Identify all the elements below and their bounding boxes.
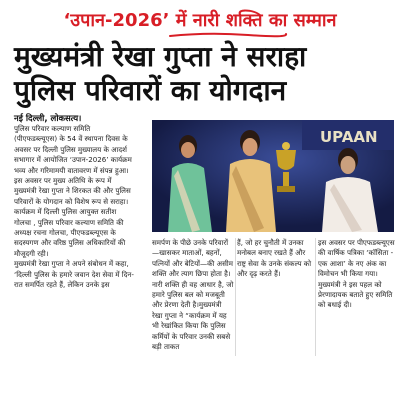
article-column-1 (14, 124, 134, 392)
column-divider (235, 238, 236, 356)
kicker-highlight: नारी शक्ति (192, 10, 263, 31)
article-paragraph-2: मुख्यमंत्री रेखा गुप्ता ने अपने संबोधन में कहा, ‘दिल्ली पुलिस के हमारे जवान देश सेवा में दिन-रात समर्पित रहते हैं, लेकिन उनके इस (14, 259, 134, 290)
kicker-underline-swash (168, 31, 288, 39)
article-column-2: समर्पण के पीछे उनके परिवारों—खासकर माताओं, बहनों, पत्नियों और बेटियों—की असीम शक्ति और त्याग छिपा होता है। नारी शक्ति ही वह आधार है, जो हमारे पुलिस बल को मजबूती और प्रेरणा देती है।मुख्यमंत्री रेखा गुप्ता ने “कार्यक्रम में यह भी रेखांकित किया कि पुलिस कर्मियों के परिवार उनकी सबसे बड़ी ताकत (152, 238, 234, 352)
headline (14, 40, 390, 108)
article-column-4: इस अवसर पर पीएफडब्ल्यूएस की वार्षिक पत्रिका ‘कॉसिता - एक आशा’ के नए अंक का विमोचन भी किया गया। मुख्यमंत्री ने इस पहल को प्रेरणादायक बताते हुए समिति को बधाई दी। (318, 238, 395, 310)
column-divider (315, 238, 316, 356)
event-photo-illustration (152, 120, 394, 232)
event-photo (152, 120, 394, 232)
article-column-3: हैं, जो हर चुनौती में उनका मनोबल बनाए रखते हैं और राष्ट्र सेवा के उनके संकल्प को और दृढ़ करते हैं। (237, 238, 312, 279)
kicker-part-1: ‘उपान-2026’ में (63, 10, 187, 31)
kicker-banner (0, 8, 400, 32)
article-paragraph-1: पुलिस परिवार कल्याण समिति (पीएफडब्ल्यूएस) के 54 वें स्थापना दिवस के अवसर पर दिल्ली पुलिस मुख्यालय के आदर्श सभागार में आयोजित ‘उपान-2026’ कार्यक्रम भव्य और गरिमामयी वातावरण में संपन्न हुआ। इस अवसर पर मुख्य अतिथि के रूप में मुख्यमंत्री रेखा गुप्ता ने शिरकत की और पुलिस परिवारों के योगदान को विशेष रूप से सराहा।कार्यक्रम में दिल्ली पुलिस आयुक्त सतीश गोलचा , पुलिस परिवार कल्याण समिति की अध्यक्ष रचना गोलचा, पीएफडब्ल्यूएस के सदस्यगण और वरिष्ठ पुलिस अधिकारियों की मौजूदगी रही। (14, 124, 132, 258)
headline-line-1: मुख्यमंत्री रेखा गुप्ता ने सराहा (14, 40, 307, 73)
photo-banner-text: UPAAN (320, 128, 378, 146)
dateline: नई दिल्ली, लोकसत्य। (14, 114, 82, 124)
kicker-part-3: का सम्मान (268, 10, 337, 31)
headline-line-2: पुलिस परिवारों का योगदान (14, 74, 287, 107)
